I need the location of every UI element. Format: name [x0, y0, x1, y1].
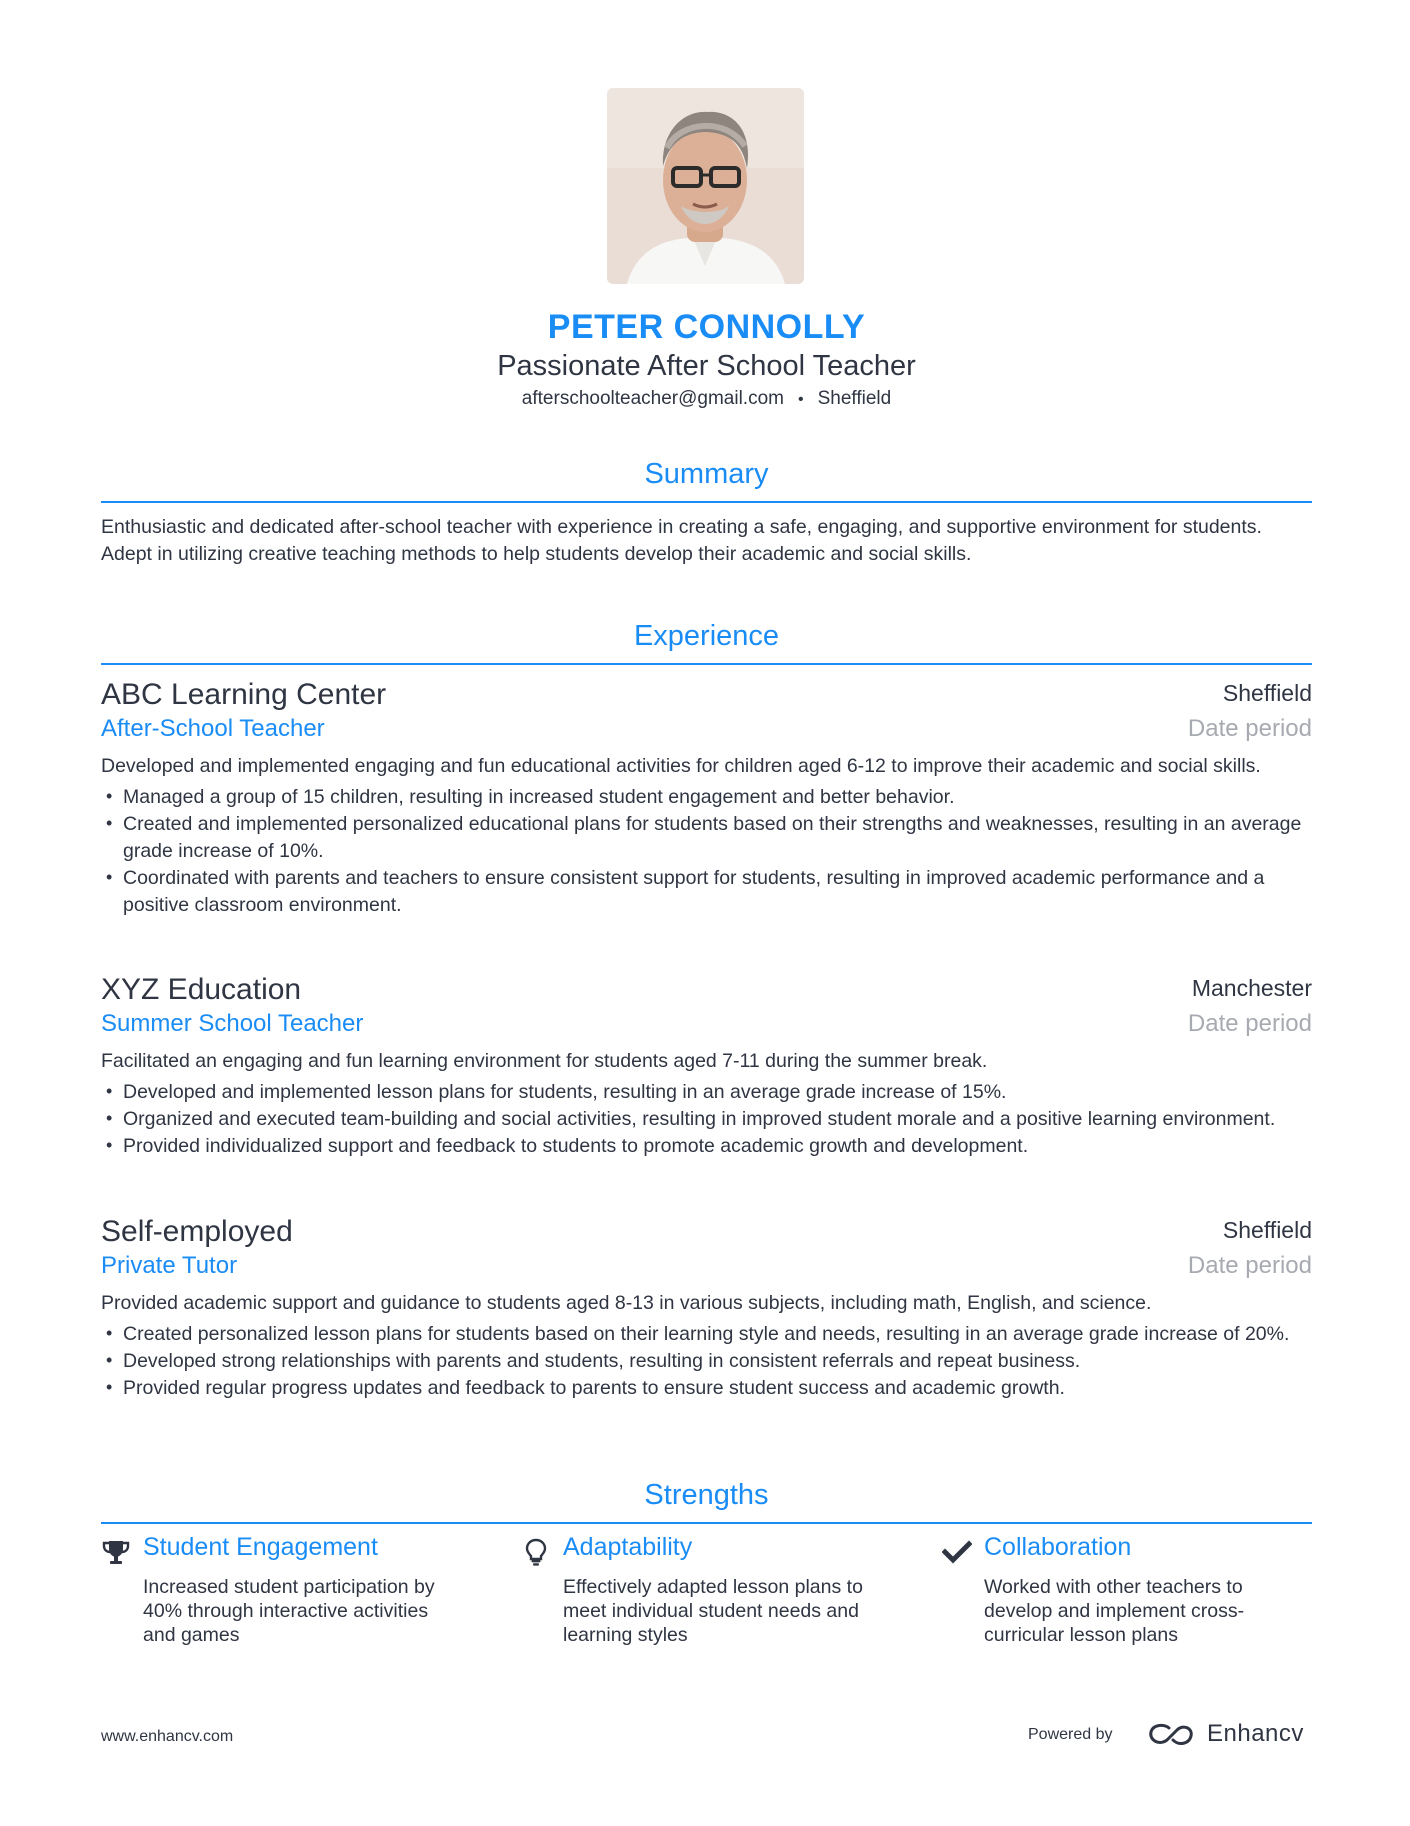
strength-title: Student Engagement	[143, 1533, 378, 1561]
job-location: Sheffield	[1222, 680, 1312, 706]
summary-heading: Summary	[644, 458, 769, 490]
job-role: Private Tutor	[101, 1252, 238, 1279]
resume-page	[101, 0, 1312, 1826]
location-text: Sheffield	[817, 388, 892, 409]
job-company: ABC Learning Center	[101, 678, 387, 711]
job-role: Summer School Teacher	[101, 1010, 364, 1037]
job-bullet: • Created personalized lesson plans for students based on their learning style and needs, resulting in an average grade increase of 20%.	[101, 1321, 1312, 1348]
job-bullet: • Coordinated with parents and teachers to ensure consistent support for students, resulting in improved academic performance and a positive classroom environment.	[101, 865, 1312, 919]
footer-url-link[interactable]: www.enhancv.com	[101, 1728, 234, 1745]
job-description: Developed and implemented engaging and fun educational activities for children aged 6-12 to improve their academic and social skills.	[101, 755, 1261, 777]
job-bullets	[101, 1079, 1312, 1160]
powered-by-label: Powered by	[1028, 1726, 1113, 1743]
strength-description: Worked with other teachers to develop and implement cross-curricular lesson plans	[984, 1576, 1245, 1646]
checkmark-icon	[942, 1537, 972, 1567]
job-bullets	[101, 784, 1312, 919]
job-bullet: • Provided individualized support and feedback to students to promote academic growth and development.	[101, 1133, 1312, 1160]
lightbulb-icon	[521, 1537, 551, 1567]
job-role: After-School Teacher	[101, 715, 325, 742]
strengths-heading: Strengths	[644, 1479, 769, 1511]
summary-divider	[101, 501, 1312, 503]
strength-title: Adaptability	[563, 1533, 693, 1561]
strengths-divider	[101, 1522, 1312, 1524]
job-location: Manchester	[1191, 975, 1312, 1001]
job-bullet: • Organized and executed team-building and social activities, resulting in improved student morale and a positive learning environment.	[101, 1106, 1312, 1133]
email-link[interactable]: afterschoolteacher@gmail.com	[521, 388, 784, 409]
contact-line	[101, 388, 1312, 410]
strength-title: Collaboration	[984, 1533, 1132, 1561]
job-company: Self-employed	[101, 1215, 293, 1248]
experience-divider	[101, 663, 1312, 665]
job-date: Date period	[1187, 1010, 1312, 1037]
enhancv-logo-icon[interactable]	[1147, 1722, 1195, 1748]
summary-text: Enthusiastic and dedicated after-school teacher with experience in creating a safe, engaging, and supportive environment for students. Adept in utilizing creative teaching methods to help students develop their academic and social skills.	[101, 516, 1262, 565]
job-description: Facilitated an engaging and fun learning environment for students aged 7-11 during the summer break.	[101, 1050, 988, 1072]
portrait-image	[607, 88, 804, 284]
candidate-name: PETER CONNOLLY	[547, 308, 866, 346]
job-location: Sheffield	[1222, 1217, 1312, 1243]
brand-name: Enhancv	[1207, 1720, 1304, 1747]
job-entry	[101, 678, 1312, 919]
experience-heading: Experience	[633, 620, 780, 652]
strength-description: Effectively adapted lesson plans to meet individual student needs and learning styles	[563, 1576, 863, 1646]
job-description: Provided academic support and guidance to students aged 8-13 in various subjects, including math, English, and science.	[101, 1292, 1152, 1314]
strength-description: Increased student participation by 40% through interactive activities and games	[143, 1576, 435, 1646]
job-entry	[101, 1215, 1312, 1402]
trophy-icon	[101, 1537, 131, 1567]
job-bullet: • Managed a group of 15 children, resulting in increased student engagement and better behavior.	[101, 784, 1312, 811]
profile-photo	[607, 88, 804, 284]
job-company: XYZ Education	[101, 973, 302, 1006]
contact-separator: •	[797, 391, 804, 408]
job-bullet: • Provided regular progress updates and feedback to parents to ensure student success and academic growth.	[101, 1375, 1312, 1402]
job-date: Date period	[1187, 715, 1312, 742]
job-bullet: • Developed and implemented lesson plans for students, resulting in an average grade increase of 15%.	[101, 1079, 1312, 1106]
job-bullet: • Created and implemented personalized educational plans for students based on their strengths and weaknesses, resulting in an average grade increase of 10%.	[101, 811, 1312, 865]
job-bullets	[101, 1321, 1312, 1402]
job-entry	[101, 973, 1312, 1160]
job-bullet: • Developed strong relationships with parents and students, resulting in consistent referrals and repeat business.	[101, 1348, 1312, 1375]
candidate-tagline: Passionate After School Teacher	[497, 350, 916, 382]
job-date: Date period	[1187, 1252, 1312, 1279]
